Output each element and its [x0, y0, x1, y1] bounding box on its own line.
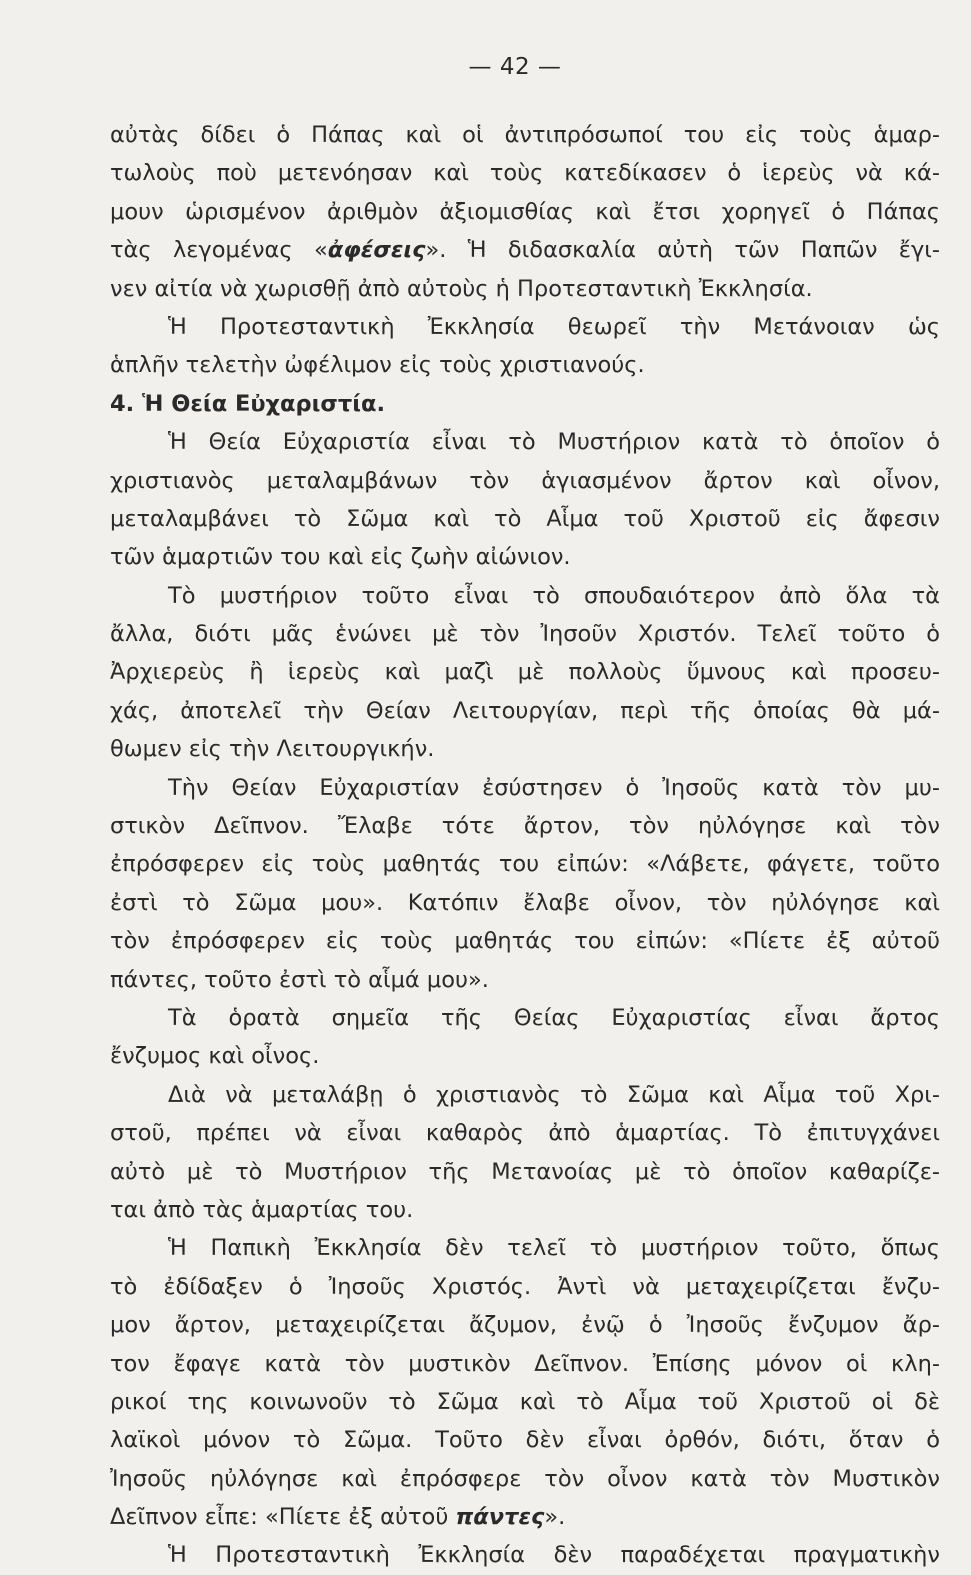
text-line: πάντες, τοῦτο ἐστὶ τὸ αἷμά μου». [110, 966, 489, 993]
text-line: στοῦ, πρέπει νὰ εἶναι καθαρὸς ἀπὸ ἁμαρτίας. Τὸ ἐπιτυγχάνει [110, 1120, 940, 1147]
text-line [110, 1498, 940, 1536]
text-line: τὸν ἐπρόσφερεν εἰς τοὺς μαθητάς του εἰπών: «Πίετε ἐξ αὐτοῦ [110, 928, 940, 955]
text-line: χριστιανὸς μεταλαμβάνων τὸν ἁγιασμένον ἄρτον καὶ οἶνον, [110, 467, 940, 494]
text-line: ρικοί της κοινωνοῦν τὸ Σῶμα καὶ τὸ Αἷμα τοῦ Χριστοῦ οἱ δὲ [110, 1388, 940, 1415]
text-line: τωλοὺς ποὺ μετενόησαν καὶ τοὺς κατεδίκασεν ὁ ἱερεὺς νὰ κά- [110, 160, 940, 187]
text-line: λαϊκοὶ μόνον τὸ Σῶμα. Τοῦτο δὲν εἶναι ὀρθόν, διότι, ὅταν ὁ [110, 1427, 940, 1454]
text-line: χάς, ἀποτελεῖ τὴν Θείαν Λειτουργίαν, περὶ τῆς ὁποίας θὰ μά- [110, 697, 940, 724]
text-line: μεταλαμβάνει τὸ Σῶμα καὶ τὸ Αἷμα τοῦ Χριστοῦ εἰς ἄφεσιν [110, 505, 940, 532]
text-line: αὐτὸ μὲ τὸ Μυστήριον τῆς Μετανοίας μὲ τὸ ὁποῖον καθαρίζε- [110, 1158, 940, 1185]
body-text [110, 116, 940, 1575]
emphasized-term: ἀφέσεις [327, 237, 426, 264]
text-line: αὐτὰς δίδει ὁ Πάπας καὶ οἱ ἀντιπρόσωποί του εἰς τοὺς ἁμαρ- [110, 122, 940, 148]
text-line [110, 231, 940, 269]
text-line: Ἡ Προτεσταντικὴ Ἐκκλησία δὲν παραδέχεται πραγματικὴν [168, 1542, 940, 1569]
text-line: Ἡ Προτεσταντικὴ Ἐκκλησία θεωρεῖ τὴν Μετάνοιαν ὡς [168, 313, 940, 340]
text-segment: ». [544, 1504, 566, 1531]
text-line: Ἰησοῦς ηὐλόγησε καὶ ἐπρόσφερε τὸν οἶνον κατὰ τὸν Μυστικὸν [110, 1465, 940, 1492]
text-line: Ἀρχιερεὺς ἢ ἱερεὺς καὶ μαζὶ μὲ πολλοὺς ὕμνους καὶ προσευ- [110, 659, 940, 686]
section-heading: 4. Ἡ Θεία Εὐχαριστία. [110, 390, 386, 417]
text-line: τον ἔφαγε κατὰ τὸν μυστικὸν Δεῖπνον. Ἐπίσης μόνον οἱ κλη- [110, 1350, 940, 1377]
text-line: τῶν ἁμαρτιῶν του καὶ εἰς ζωὴν αἰώνιον. [110, 544, 571, 571]
text-line: ἐπρόσφερεν εἰς τοὺς μαθητάς του εἰπών: «Λάβετε, φάγετε, τοῦτο [110, 851, 940, 878]
text-segment: τὰς λεγομένας « [110, 237, 328, 264]
text-line: Ἡ Παπικὴ Ἐκκλησία δὲν τελεῖ τὸ μυστήριον τοῦτο, ὅπως [168, 1235, 940, 1262]
text-line: ἄλλα, διότι μᾶς ἑνώνει μὲ τὸν Ἰησοῦν Χριστόν. Τελεῖ τοῦτο ὁ [110, 621, 940, 648]
text-line: ἔνζυμος καὶ οἶνος. [110, 1043, 320, 1070]
text-line: ἐστὶ τὸ Σῶμα μου». Κατόπιν ἔλαβε οἶνον, τὸν ηὐλόγησε καὶ [110, 889, 940, 916]
text-line: στικὸν Δεῖπνον. Ἔλαβε τότε ἄρτον, τὸν ηὐλόγησε καὶ τὸν [110, 813, 940, 840]
text-line: μουν ὡρισμένον ἀριθμὸν ἀξιομισθίας καὶ ἔτσι χορηγεῖ ὁ Πάπας [110, 198, 940, 225]
text-line: τὸ ἐδίδαξεν ὁ Ἰησοῦς Χριστός. Ἀντὶ νὰ μεταχειρίζεται ἔνζυ- [110, 1273, 940, 1300]
text-line: Διὰ νὰ μεταλάβῃ ὁ χριστιανὸς τὸ Σῶμα καὶ Αἷμα τοῦ Χρι- [168, 1081, 940, 1108]
emphasized-term: πάντες [455, 1504, 545, 1531]
text-segment: ». Ἡ διδασκαλία αὐτὴ τῶν Παπῶν ἔγι- [425, 237, 941, 264]
text-segment: Δεῖπνον εἶπε: «Πίετε ἐξ αὐτοῦ [110, 1504, 456, 1531]
text-line: Τὴν Θείαν Εὐχαριστίαν ἐσύστησεν ὁ Ἰησοῦς κατὰ τὸν μυ- [168, 774, 940, 801]
text-line: θωμεν εἰς τὴν Λειτουργικήν. [110, 736, 435, 763]
text-line: ται ἀπὸ τὰς ἁμαρτίας του. [110, 1196, 414, 1223]
text-line: μον ἄρτον, μεταχειρίζεται ἄζυμον, ἐνῷ ὁ Ἰησοῦς ἔνζυμον ἄρ- [110, 1312, 940, 1339]
text-line: ἁπλῆν τελετὴν ὠφέλιμον εἰς τοὺς χριστιανούς. [110, 352, 645, 379]
text-line: Ἡ Θεία Εὐχαριστία εἶναι τὸ Μυστήριον κατὰ τὸ ὁποῖον ὁ [168, 429, 940, 456]
text-line: Τὸ μυστήριον τοῦτο εἶναι τὸ σπουδαιότερον ἀπὸ ὅλα τὰ [168, 582, 940, 609]
text-line: νεν αἰτία νὰ χωρισθῇ ἀπὸ αὐτοὺς ἡ Προτεσταντικὴ Ἐκκλησία. [110, 275, 813, 302]
text-line: Τὰ ὁρατὰ σημεῖα τῆς Θείας Εὐχαριστίας εἶναι ἄρτος [168, 1004, 940, 1031]
page-number: — 42 — [468, 54, 562, 80]
